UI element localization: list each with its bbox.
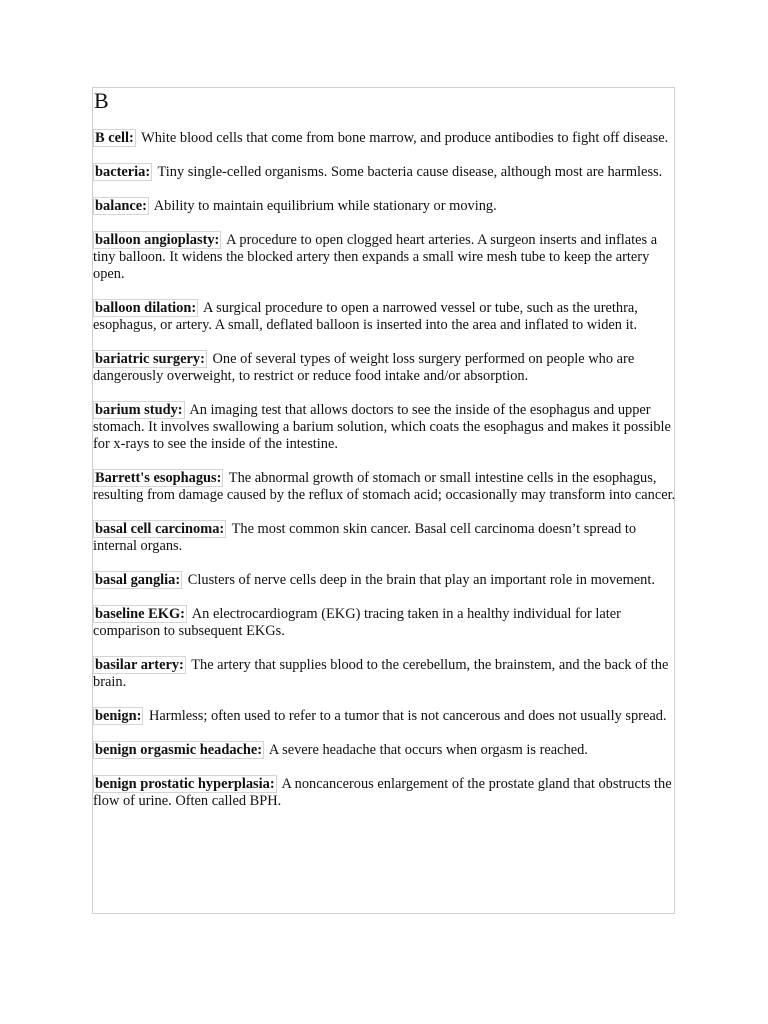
- glossary-term: baseline EKG:: [95, 606, 185, 622]
- glossary-entry: [93, 521, 677, 555]
- glossary-definition: Tiny single-celled organisms. Some bacteria cause disease, although most are harmless.: [157, 164, 663, 180]
- glossary-definition: The artery that supplies blood to the cerebellum, the brainstem, and the back of the brain.: [93, 657, 669, 690]
- glossary-definition: The abnormal growth of stomach or small intestine cells in the esophagus, resulting from damage caused by the reflux of stomach acid; occasionally may transform into cancer.: [93, 470, 676, 503]
- glossary-entry: [93, 606, 677, 640]
- glossary-definition: One of several types of weight loss surgery performed on people who are dangerously overweight, to restrict or reduce food intake and/or absorption.: [93, 351, 635, 384]
- glossary-entry: [93, 164, 677, 181]
- glossary-definition: A procedure to open clogged heart arteries. A surgeon inserts and inflates a tiny balloon. It widens the blocked artery then expands a small wire mesh tube to keep the artery open.: [93, 232, 658, 282]
- glossary-list: [93, 130, 677, 827]
- glossary-entry: [93, 198, 677, 215]
- glossary-entry: [93, 742, 677, 759]
- glossary-entry: [93, 470, 677, 504]
- glossary-definition: An electrocardiogram (EKG) tracing taken in a healthy individual for later comparison to subsequent EKGs.: [93, 606, 621, 639]
- glossary-definition: Ability to maintain equilibrium while stationary or moving.: [153, 198, 497, 214]
- glossary-definition: A surgical procedure to open a narrowed vessel or tube, such as the urethra, esophagus, or artery. A small, deflated balloon is inserted into the area and inflated to widen it.: [93, 300, 638, 333]
- glossary-entry: [93, 708, 677, 725]
- glossary-term: Barrett's esophagus:: [95, 470, 222, 486]
- glossary-entry: [93, 572, 677, 589]
- glossary-entry: [93, 232, 677, 283]
- section-letter: B: [94, 88, 109, 113]
- glossary-term: B cell:: [95, 130, 134, 146]
- glossary-entry: [93, 130, 677, 147]
- glossary-entry: [93, 351, 677, 385]
- glossary-entry: [93, 776, 677, 810]
- glossary-term: balance:: [95, 198, 147, 214]
- glossary-term: basilar artery:: [95, 657, 184, 673]
- glossary-definition: A severe headache that occurs when orgasm is reached.: [268, 742, 588, 758]
- glossary-definition: Clusters of nerve cells deep in the brain that play an important role in movement.: [187, 572, 655, 588]
- glossary-entry: [93, 402, 677, 453]
- glossary-term: bacteria:: [95, 164, 151, 180]
- glossary-definition: White blood cells that come from bone marrow, and produce antibodies to fight off disease.: [141, 130, 669, 146]
- glossary-term: basal cell carcinoma:: [95, 521, 225, 537]
- glossary-term: benign:: [95, 708, 142, 724]
- glossary-term: bariatric surgery:: [95, 351, 205, 367]
- glossary-entry: [93, 300, 677, 334]
- glossary-term: balloon dilation:: [95, 300, 197, 316]
- glossary-term: basal ganglia:: [95, 572, 181, 588]
- glossary-definition: Harmless; often used to refer to a tumor that is not cancerous and does not usually spread.: [149, 708, 667, 724]
- glossary-term: benign prostatic hyperplasia:: [95, 776, 275, 792]
- glossary-term: barium study:: [95, 402, 183, 418]
- glossary-term: balloon angioplasty:: [95, 232, 220, 248]
- glossary-definition: A noncancerous enlargement of the prostate gland that obstructs the flow of urine. Often called BPH.: [93, 776, 672, 809]
- glossary-entry: [93, 657, 677, 691]
- glossary-definition: The most common skin cancer. Basal cell carcinoma doesn’t spread to internal organs.: [93, 521, 637, 554]
- glossary-definition: An imaging test that allows doctors to see the inside of the esophagus and upper stomach. It involves swallowing a barium solution, which coats the esophagus and makes it possible for x-rays to see the inside of the intestine.: [93, 402, 671, 452]
- glossary-term: benign orgasmic headache:: [95, 742, 263, 758]
